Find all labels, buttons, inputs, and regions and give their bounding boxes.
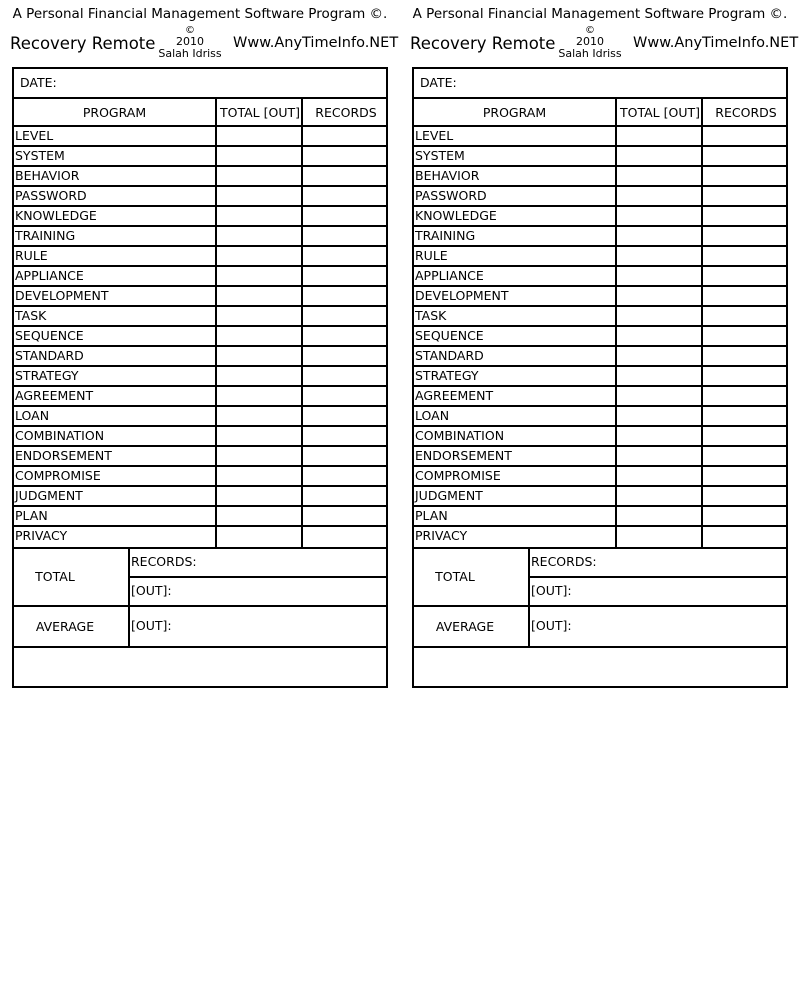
total-out-cell[interactable] <box>617 147 701 165</box>
records-total-field[interactable]: RECORDS: <box>531 554 597 569</box>
divider <box>414 445 786 447</box>
out-total-field[interactable]: [OUT]: <box>131 583 172 598</box>
records-cell[interactable] <box>703 367 787 385</box>
average-label: AVERAGE <box>35 619 95 634</box>
column-header-total-out: TOTAL [OUT] <box>619 105 700 120</box>
total-out-cell[interactable] <box>217 187 301 205</box>
average-label: AVERAGE <box>435 619 495 634</box>
program-label: PLAN <box>415 508 448 523</box>
divider <box>414 345 786 347</box>
total-out-cell[interactable] <box>617 247 701 265</box>
program-label: LOAN <box>15 408 50 423</box>
date-label: DATE: <box>420 75 457 90</box>
program-label: PRIVACY <box>15 528 68 543</box>
total-out-cell[interactable] <box>217 327 301 345</box>
program-label: COMPROMISE <box>415 468 501 483</box>
column-header-records: RECORDS <box>715 105 777 120</box>
record-form <box>12 67 388 688</box>
program-label: ENDORSEMENT <box>415 448 512 463</box>
records-cell[interactable] <box>303 307 387 325</box>
divider <box>414 505 786 507</box>
divider <box>14 325 386 327</box>
program-label: TRAINING <box>15 228 76 243</box>
program-label: DEVELOPMENT <box>415 288 509 303</box>
total-out-cell[interactable] <box>617 527 701 545</box>
total-out-cell[interactable] <box>617 127 701 145</box>
divider <box>414 425 786 427</box>
program-label: APPLIANCE <box>15 268 84 283</box>
records-cell[interactable] <box>303 347 387 365</box>
divider <box>414 547 786 549</box>
total-out-cell[interactable] <box>617 387 701 405</box>
program-label: JUDGMENT <box>415 488 483 503</box>
divider <box>14 145 386 147</box>
total-out-cell[interactable] <box>217 407 301 425</box>
divider <box>14 547 386 549</box>
total-label: TOTAL <box>35 569 75 584</box>
records-cell[interactable] <box>303 127 387 145</box>
records-cell[interactable] <box>303 487 387 505</box>
divider <box>14 485 386 487</box>
author-name: Salah Idriss <box>158 46 222 60</box>
program-label: TRAINING <box>415 228 476 243</box>
total-out-cell[interactable] <box>617 207 701 225</box>
total-out-cell[interactable] <box>217 247 301 265</box>
total-out-cell[interactable] <box>217 347 301 365</box>
total-out-cell[interactable] <box>217 167 301 185</box>
divider <box>414 646 786 648</box>
program-label: AGREEMENT <box>15 388 94 403</box>
author-name: Salah Idriss <box>558 46 622 60</box>
records-cell[interactable] <box>703 287 787 305</box>
divider <box>414 245 786 247</box>
divider <box>414 365 786 367</box>
records-cell[interactable] <box>303 327 387 345</box>
divider <box>414 265 786 267</box>
total-out-cell[interactable] <box>617 327 701 345</box>
total-out-cell[interactable] <box>217 367 301 385</box>
brand-title: Recovery Remote <box>10 34 156 53</box>
program-label: ENDORSEMENT <box>15 448 112 463</box>
program-label: COMPROMISE <box>15 468 101 483</box>
divider <box>530 576 786 578</box>
total-out-cell[interactable] <box>617 367 701 385</box>
program-label: COMBINATION <box>15 428 105 443</box>
total-out-cell[interactable] <box>217 287 301 305</box>
divider <box>414 145 786 147</box>
records-cell[interactable] <box>303 147 387 165</box>
divider <box>14 345 386 347</box>
program-label: RULE <box>415 248 448 263</box>
copyright-year: 2010 <box>576 35 604 48</box>
records-cell[interactable] <box>703 147 787 165</box>
divider <box>14 425 386 427</box>
program-label: COMBINATION <box>415 428 505 443</box>
total-out-cell[interactable] <box>617 427 701 445</box>
divider <box>414 185 786 187</box>
program-label: RULE <box>15 248 48 263</box>
divider <box>414 385 786 387</box>
records-cell[interactable] <box>703 127 787 145</box>
program-label: SEQUENCE <box>15 328 84 343</box>
divider <box>14 205 386 207</box>
total-out-cell[interactable] <box>217 467 301 485</box>
total-out-cell[interactable] <box>617 267 701 285</box>
total-out-cell[interactable] <box>617 487 701 505</box>
total-out-cell[interactable] <box>217 307 301 325</box>
program-label: SEQUENCE <box>415 328 484 343</box>
records-cell[interactable] <box>303 447 387 465</box>
copyright-block <box>149 26 231 59</box>
records-cell[interactable] <box>703 207 787 225</box>
program-label: STRATEGY <box>15 368 79 383</box>
records-cell[interactable] <box>703 247 787 265</box>
program-label: SYSTEM <box>415 148 465 163</box>
records-cell[interactable] <box>303 387 387 405</box>
program-label: TASK <box>15 308 47 323</box>
records-cell[interactable] <box>303 287 387 305</box>
column-header-total-out: TOTAL [OUT] <box>219 105 300 120</box>
records-cell[interactable] <box>303 367 387 385</box>
copyright-symbol: © <box>585 25 595 36</box>
divider <box>14 245 386 247</box>
website-link[interactable]: Www.AnyTimeInfo.NET <box>633 35 799 51</box>
out-average-field[interactable]: [OUT]: <box>531 618 572 633</box>
total-out-cell[interactable] <box>617 347 701 365</box>
divider <box>414 285 786 287</box>
divider <box>414 485 786 487</box>
records-cell[interactable] <box>703 387 787 405</box>
tagline: A Personal Financial Management Software Program ©. <box>412 6 788 22</box>
total-label: TOTAL <box>435 569 475 584</box>
records-cell[interactable] <box>303 427 387 445</box>
program-label: STANDARD <box>15 348 84 363</box>
brand-title: Recovery Remote <box>410 34 556 53</box>
out-total-field[interactable]: [OUT]: <box>531 583 572 598</box>
records-cell[interactable] <box>703 527 787 545</box>
records-cell[interactable] <box>303 407 387 425</box>
divider <box>414 325 786 327</box>
divider <box>528 547 530 647</box>
divider <box>414 165 786 167</box>
program-label: JUDGMENT <box>15 488 83 503</box>
copyright-block <box>549 26 631 59</box>
total-out-cell[interactable] <box>617 167 701 185</box>
records-cell[interactable] <box>303 507 387 525</box>
divider <box>14 285 386 287</box>
program-label: LEVEL <box>415 128 454 143</box>
total-out-cell[interactable] <box>617 187 701 205</box>
total-out-cell[interactable] <box>617 467 701 485</box>
program-label: DEVELOPMENT <box>15 288 109 303</box>
total-out-cell[interactable] <box>617 507 701 525</box>
records-cell[interactable] <box>303 187 387 205</box>
total-out-cell[interactable] <box>217 147 301 165</box>
tagline: A Personal Financial Management Software Program ©. <box>12 6 388 22</box>
total-out-cell[interactable] <box>217 267 301 285</box>
column-header-records: RECORDS <box>315 105 377 120</box>
divider <box>414 405 786 407</box>
divider <box>14 605 386 607</box>
program-label: SYSTEM <box>15 148 65 163</box>
total-out-cell[interactable] <box>217 127 301 145</box>
copyright-symbol: © <box>185 25 195 36</box>
divider <box>414 525 786 527</box>
program-label: BEHAVIOR <box>415 168 480 183</box>
total-out-cell[interactable] <box>217 487 301 505</box>
column-header-program: PROGRAM <box>82 105 147 120</box>
copyright-year: 2010 <box>176 35 204 48</box>
program-label: LOAN <box>415 408 450 423</box>
program-label: LEVEL <box>15 128 54 143</box>
divider <box>414 305 786 307</box>
column-header-program: PROGRAM <box>482 105 547 120</box>
program-label: PASSWORD <box>15 188 87 203</box>
divider <box>14 465 386 467</box>
website-link[interactable]: Www.AnyTimeInfo.NET <box>233 35 399 51</box>
divider <box>14 265 386 267</box>
divider <box>414 205 786 207</box>
total-out-cell[interactable] <box>617 287 701 305</box>
total-out-cell[interactable] <box>217 507 301 525</box>
records-cell[interactable] <box>703 447 787 465</box>
records-cell[interactable] <box>703 487 787 505</box>
program-label: KNOWLEDGE <box>415 208 497 223</box>
divider <box>14 505 386 507</box>
program-label: PASSWORD <box>415 188 487 203</box>
divider <box>14 646 386 648</box>
divider <box>14 405 386 407</box>
date-label: DATE: <box>20 75 57 90</box>
log-card-left <box>10 0 399 690</box>
divider <box>14 185 386 187</box>
program-label: BEHAVIOR <box>15 168 80 183</box>
total-out-cell[interactable] <box>617 447 701 465</box>
records-cell[interactable] <box>303 227 387 245</box>
program-label: STANDARD <box>415 348 484 363</box>
out-average-field[interactable]: [OUT]: <box>131 618 172 633</box>
records-cell[interactable] <box>703 307 787 325</box>
program-label: AGREEMENT <box>415 388 494 403</box>
divider <box>14 365 386 367</box>
records-cell[interactable] <box>703 327 787 345</box>
total-out-cell[interactable] <box>217 427 301 445</box>
program-label: KNOWLEDGE <box>15 208 97 223</box>
divider <box>414 125 786 127</box>
records-total-field[interactable]: RECORDS: <box>131 554 197 569</box>
divider <box>414 225 786 227</box>
total-out-cell[interactable] <box>217 527 301 545</box>
records-cell[interactable] <box>703 167 787 185</box>
records-cell[interactable] <box>703 347 787 365</box>
record-form <box>412 67 788 688</box>
divider <box>414 605 786 607</box>
program-label: STRATEGY <box>415 368 479 383</box>
divider <box>14 165 386 167</box>
divider <box>14 385 386 387</box>
records-cell[interactable] <box>703 427 787 445</box>
records-cell[interactable] <box>303 527 387 545</box>
program-label: APPLIANCE <box>415 268 484 283</box>
records-cell[interactable] <box>703 227 787 245</box>
program-label: TASK <box>415 308 447 323</box>
divider <box>128 547 130 647</box>
records-cell[interactable] <box>703 507 787 525</box>
log-card-right <box>410 0 799 690</box>
records-cell[interactable] <box>303 207 387 225</box>
divider <box>414 465 786 467</box>
records-cell[interactable] <box>303 267 387 285</box>
total-out-cell[interactable] <box>217 387 301 405</box>
records-cell[interactable] <box>703 267 787 285</box>
records-cell[interactable] <box>703 467 787 485</box>
divider <box>14 305 386 307</box>
total-out-cell[interactable] <box>617 227 701 245</box>
records-cell[interactable] <box>303 467 387 485</box>
divider <box>14 125 386 127</box>
divider <box>14 445 386 447</box>
total-out-cell[interactable] <box>617 407 701 425</box>
total-out-cell[interactable] <box>217 227 301 245</box>
total-out-cell[interactable] <box>617 307 701 325</box>
divider <box>130 576 386 578</box>
total-out-cell[interactable] <box>217 447 301 465</box>
program-label: PRIVACY <box>415 528 468 543</box>
records-cell[interactable] <box>703 187 787 205</box>
program-label: PLAN <box>15 508 48 523</box>
records-cell[interactable] <box>303 167 387 185</box>
divider <box>14 525 386 527</box>
records-cell[interactable] <box>303 247 387 265</box>
divider <box>14 225 386 227</box>
records-cell[interactable] <box>703 407 787 425</box>
total-out-cell[interactable] <box>217 207 301 225</box>
